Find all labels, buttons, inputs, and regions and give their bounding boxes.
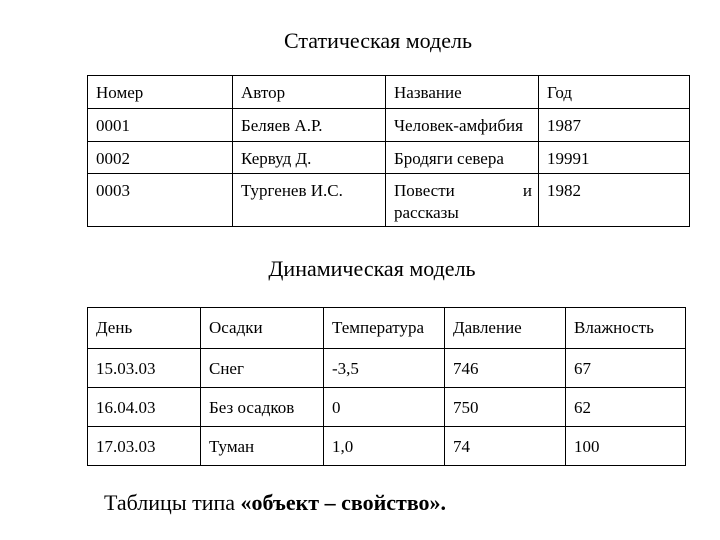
column-header-year: Год (539, 76, 690, 109)
table-cell: 0001 (88, 109, 233, 142)
column-header-temperature: Температура (324, 308, 445, 349)
table-cell: 15.03.03 (88, 349, 201, 388)
table-row (88, 349, 686, 388)
table-cell (386, 174, 539, 227)
table-row (88, 142, 690, 174)
table-cell: 16.04.03 (88, 388, 201, 427)
table-cell: Беляев А.Р. (233, 109, 386, 142)
table-cell: 19991 (539, 142, 690, 174)
table-row (88, 427, 686, 466)
caption (104, 490, 446, 516)
table-cell: 74 (445, 427, 566, 466)
table-cell: 0 (324, 388, 445, 427)
title-word: рассказы (394, 203, 459, 222)
static-model-table (87, 75, 690, 227)
table-header-row (88, 308, 686, 349)
column-header-title: Название (386, 76, 539, 109)
table-cell: Снег (201, 349, 324, 388)
table-cell: 62 (566, 388, 686, 427)
caption-emphasis: «объект – свойство». (240, 490, 447, 515)
table-cell: -3,5 (324, 349, 445, 388)
table-cell: 1,0 (324, 427, 445, 466)
dynamic-model-table (87, 307, 686, 466)
column-header-day: День (88, 308, 201, 349)
table-cell: 100 (566, 427, 686, 466)
table-cell: Тургенев И.С. (233, 174, 386, 227)
static-model-title: Статическая модель (284, 28, 472, 53)
justified-title-line (394, 180, 538, 202)
column-header-humidity: Влажность (566, 308, 686, 349)
table-cell: Туман (201, 427, 324, 466)
dynamic-model-title: Динамическая модель (268, 256, 476, 281)
table-row (88, 109, 690, 142)
table-cell: 750 (445, 388, 566, 427)
table-row (88, 174, 690, 227)
table-row (88, 388, 686, 427)
table-cell: 67 (566, 349, 686, 388)
column-header-number: Номер (88, 76, 233, 109)
table-cell: Кервуд Д. (233, 142, 386, 174)
column-header-author: Автор (233, 76, 386, 109)
column-header-precipitation: Осадки (201, 308, 324, 349)
table-cell: 746 (445, 349, 566, 388)
table-cell: Человек-амфибия (386, 109, 539, 142)
title-word: Повести (394, 181, 455, 200)
title-word: и (522, 181, 532, 200)
table-cell: 0003 (88, 174, 233, 227)
column-header-pressure: Давление (445, 308, 566, 349)
table-header-row (88, 76, 690, 109)
caption-prefix: Таблицы типа (104, 490, 241, 515)
table-cell: 1987 (539, 109, 690, 142)
table-cell: 1982 (539, 174, 690, 227)
table-cell: Бродяги севера (386, 142, 539, 174)
table-cell: 0002 (88, 142, 233, 174)
table-cell: 17.03.03 (88, 427, 201, 466)
table-cell: Без осадков (201, 388, 324, 427)
